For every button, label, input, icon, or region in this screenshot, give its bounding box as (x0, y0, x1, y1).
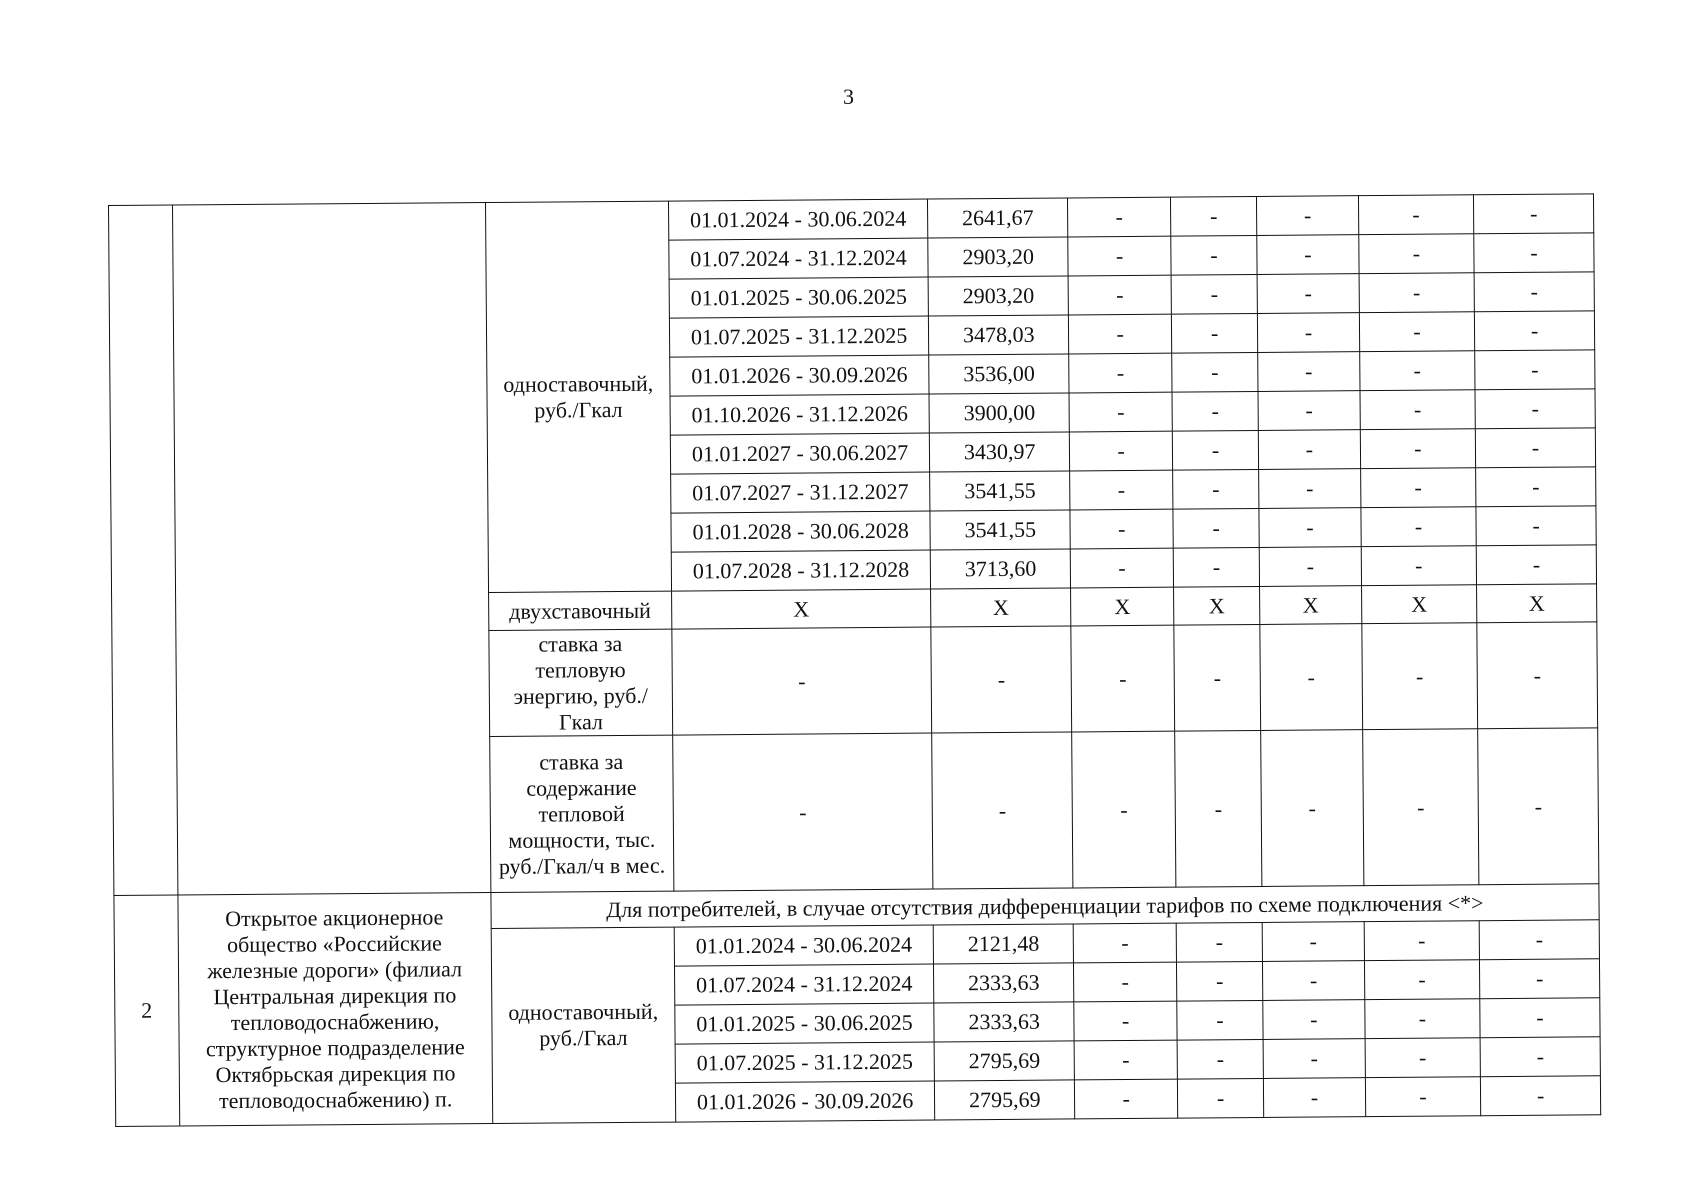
dash-cell: - (1072, 731, 1176, 888)
dash-cell: - (1260, 624, 1362, 731)
dash-cell: - (1474, 194, 1594, 234)
dash-cell: - (1365, 1077, 1481, 1117)
dash-cell: - (1171, 274, 1258, 314)
tariff-table-body (109, 194, 1601, 1127)
dash-cell: - (1364, 999, 1480, 1039)
x-cell: X (1361, 585, 1477, 624)
dash-cell: - (1364, 921, 1480, 961)
dash-cell: - (1258, 352, 1360, 392)
period-cell: 01.07.2027 - 31.12.2027 (671, 472, 930, 513)
dash-cell: - (1361, 546, 1477, 586)
dash-cell: - (1263, 1000, 1365, 1040)
dash-cell: - (1068, 236, 1171, 276)
dash-cell: - (1257, 235, 1359, 275)
period-cell: 01.07.2024 - 31.12.2024 (675, 964, 934, 1005)
dash-cell: - (1069, 353, 1172, 393)
dash-cell: - (1177, 1078, 1264, 1118)
dash-cell: - (1264, 1078, 1366, 1118)
tariff-value-cell: 3478,03 (928, 315, 1069, 355)
dash-cell: - (1177, 1039, 1264, 1079)
tariff-value-cell: 2795,69 (934, 1041, 1075, 1081)
dash-cell: - (1481, 1076, 1601, 1116)
dash-cell: - (1173, 469, 1260, 509)
dash-cell: - (1358, 234, 1474, 274)
dash-cell: - (1070, 470, 1173, 510)
dash-cell: - (931, 626, 1072, 733)
dash-cell: - (1258, 391, 1360, 431)
dash-cell: - (1476, 506, 1596, 546)
period-cell: 01.07.2028 - 31.12.2028 (671, 550, 930, 591)
dash-cell: - (1476, 467, 1596, 507)
x-cell: X (1071, 587, 1174, 626)
dash-cell: - (1478, 728, 1599, 885)
x-cell: X (1173, 586, 1260, 625)
dash-cell: - (1173, 547, 1260, 587)
x-cell: X (672, 589, 931, 629)
tariff-value-cell: 3536,00 (929, 354, 1070, 394)
organization-name: Открытое акционерное общество «Российские железные дороги» (филиал Центральная дирекция по тепловодоснабжению, структурное подразделение Октябрьская дирекция по тепловодоснабжению) п. (178, 893, 493, 1126)
dash-cell: - (1177, 1000, 1264, 1040)
row-number: 2 (114, 895, 179, 1126)
tariff-value-cell: 2333,63 (934, 963, 1075, 1003)
dash-cell: - (1359, 351, 1475, 391)
dash-cell: - (932, 732, 1074, 889)
dash-cell: - (1359, 273, 1475, 313)
one-rate-label: одноставочный, руб./Гкал (491, 927, 676, 1123)
period-cell: 01.01.2026 - 30.09.2026 (670, 355, 929, 396)
dash-cell: - (673, 733, 933, 891)
dash-cell: - (1258, 313, 1360, 353)
dash-cell: - (1475, 350, 1595, 390)
dash-cell: - (1074, 962, 1177, 1002)
period-cell: 01.01.2024 - 30.06.2024 (669, 199, 928, 240)
dash-cell: - (1171, 235, 1258, 275)
dash-cell: - (1360, 429, 1476, 469)
dash-cell: - (1477, 622, 1598, 729)
dash-cell: - (1074, 1040, 1177, 1080)
dash-cell: - (1170, 196, 1257, 236)
dash-cell: - (672, 627, 932, 735)
dash-cell: - (1361, 623, 1477, 730)
period-cell: 01.01.2025 - 30.06.2025 (675, 1003, 934, 1044)
dash-cell: - (1365, 1038, 1481, 1078)
tariff-value-cell: 2333,63 (934, 1002, 1075, 1042)
dash-cell: - (1174, 624, 1261, 731)
period-cell: 01.01.2027 - 30.06.2027 (670, 433, 929, 474)
energy-rate-label: ставка за тепловую энергию, руб./Гкал (488, 629, 672, 736)
dash-cell: - (1262, 922, 1364, 962)
period-cell: 01.07.2024 - 31.12.2024 (669, 238, 928, 279)
dash-cell: - (1259, 547, 1361, 587)
period-cell: 01.01.2026 - 30.09.2026 (676, 1081, 935, 1122)
x-cell: X (1260, 586, 1362, 625)
dash-cell: - (1176, 961, 1263, 1001)
period-cell: 01.07.2025 - 31.12.2025 (675, 1042, 934, 1083)
dash-cell: - (1068, 197, 1171, 237)
organization-cell (172, 203, 490, 895)
tariff-value-cell: 3900,00 (929, 393, 1070, 433)
tariff-value-cell: 3541,55 (930, 471, 1071, 511)
dash-cell: - (1480, 1037, 1600, 1077)
dash-cell: - (1475, 389, 1595, 429)
dash-cell: - (1173, 508, 1260, 548)
dash-cell: - (1475, 311, 1595, 351)
dash-cell: - (1070, 431, 1173, 471)
dash-cell: - (1074, 1001, 1177, 1041)
period-cell: 01.01.2024 - 30.06.2024 (674, 925, 933, 966)
x-cell: X (931, 588, 1072, 627)
tariff-table (108, 193, 1601, 1127)
tariff-value-cell: 3713,60 (930, 549, 1071, 589)
dash-cell: - (1070, 509, 1173, 549)
dash-cell: - (1068, 275, 1171, 315)
dash-cell: - (1361, 507, 1477, 547)
dash-cell: - (1172, 391, 1259, 431)
period-cell: 01.07.2025 - 31.12.2025 (669, 316, 928, 357)
dash-cell: - (1261, 730, 1364, 887)
dash-cell: - (1259, 469, 1361, 509)
dash-cell: - (1358, 195, 1474, 235)
dash-cell: - (1360, 390, 1476, 430)
tariff-value-cell: 3430,97 (929, 432, 1070, 472)
dash-cell: - (1075, 1079, 1178, 1119)
two-rate-label: двухставочный (488, 591, 672, 630)
dash-cell: - (1475, 428, 1595, 468)
dash-cell: - (1071, 625, 1174, 732)
dash-cell: - (1172, 430, 1259, 470)
dash-cell: - (1069, 314, 1172, 354)
period-cell: 01.01.2028 - 30.06.2028 (671, 511, 930, 552)
one-rate-label: одноставочный, руб./Гкал (485, 201, 672, 592)
dash-cell: - (1171, 313, 1258, 353)
dash-cell: - (1364, 960, 1480, 1000)
period-cell: 01.10.2026 - 31.12.2026 (670, 394, 929, 435)
dash-cell: - (1069, 392, 1172, 432)
dash-cell: - (1480, 959, 1600, 999)
page-number: 3 (843, 84, 854, 109)
dash-cell: - (1359, 312, 1475, 352)
dash-cell: - (1362, 729, 1479, 886)
dash-cell: - (1172, 352, 1259, 392)
dash-cell: - (1263, 961, 1365, 1001)
dash-cell: - (1474, 233, 1594, 273)
dash-cell: - (1257, 196, 1359, 236)
dash-cell: - (1476, 545, 1596, 585)
x-cell: X (1477, 584, 1597, 623)
consumers-note: Для потребителей, в случае отсутствия дифференциации тарифов по схеме подключения <*> (491, 884, 1600, 929)
tariff-value-cell: 2641,67 (928, 198, 1069, 238)
tariff-value-cell: 2121,48 (933, 924, 1074, 964)
dash-cell: - (1074, 923, 1177, 963)
dash-cell: - (1479, 920, 1599, 960)
capacity-rate-label: ставка за содержание тепловой мощности, тыс. руб./Гкал/ч в мес. (489, 735, 674, 892)
dash-cell: - (1257, 274, 1359, 314)
tariff-value-cell: 3541,55 (930, 510, 1071, 550)
dash-cell: - (1474, 272, 1594, 312)
dash-cell: - (1480, 998, 1600, 1038)
tariff-value-cell: 2903,20 (928, 276, 1069, 316)
row-number-cell (109, 205, 178, 895)
dash-cell: - (1263, 1039, 1365, 1079)
dash-cell: - (1259, 508, 1361, 548)
dash-cell: - (1259, 430, 1361, 470)
dash-cell: - (1176, 922, 1263, 962)
period-cell: 01.01.2025 - 30.06.2025 (669, 277, 928, 318)
dash-cell: - (1175, 730, 1263, 887)
dash-cell: - (1360, 468, 1476, 508)
tariff-value-cell: 2795,69 (934, 1080, 1075, 1120)
dash-cell: - (1071, 548, 1174, 588)
tariff-value-cell: 2903,20 (928, 237, 1069, 277)
